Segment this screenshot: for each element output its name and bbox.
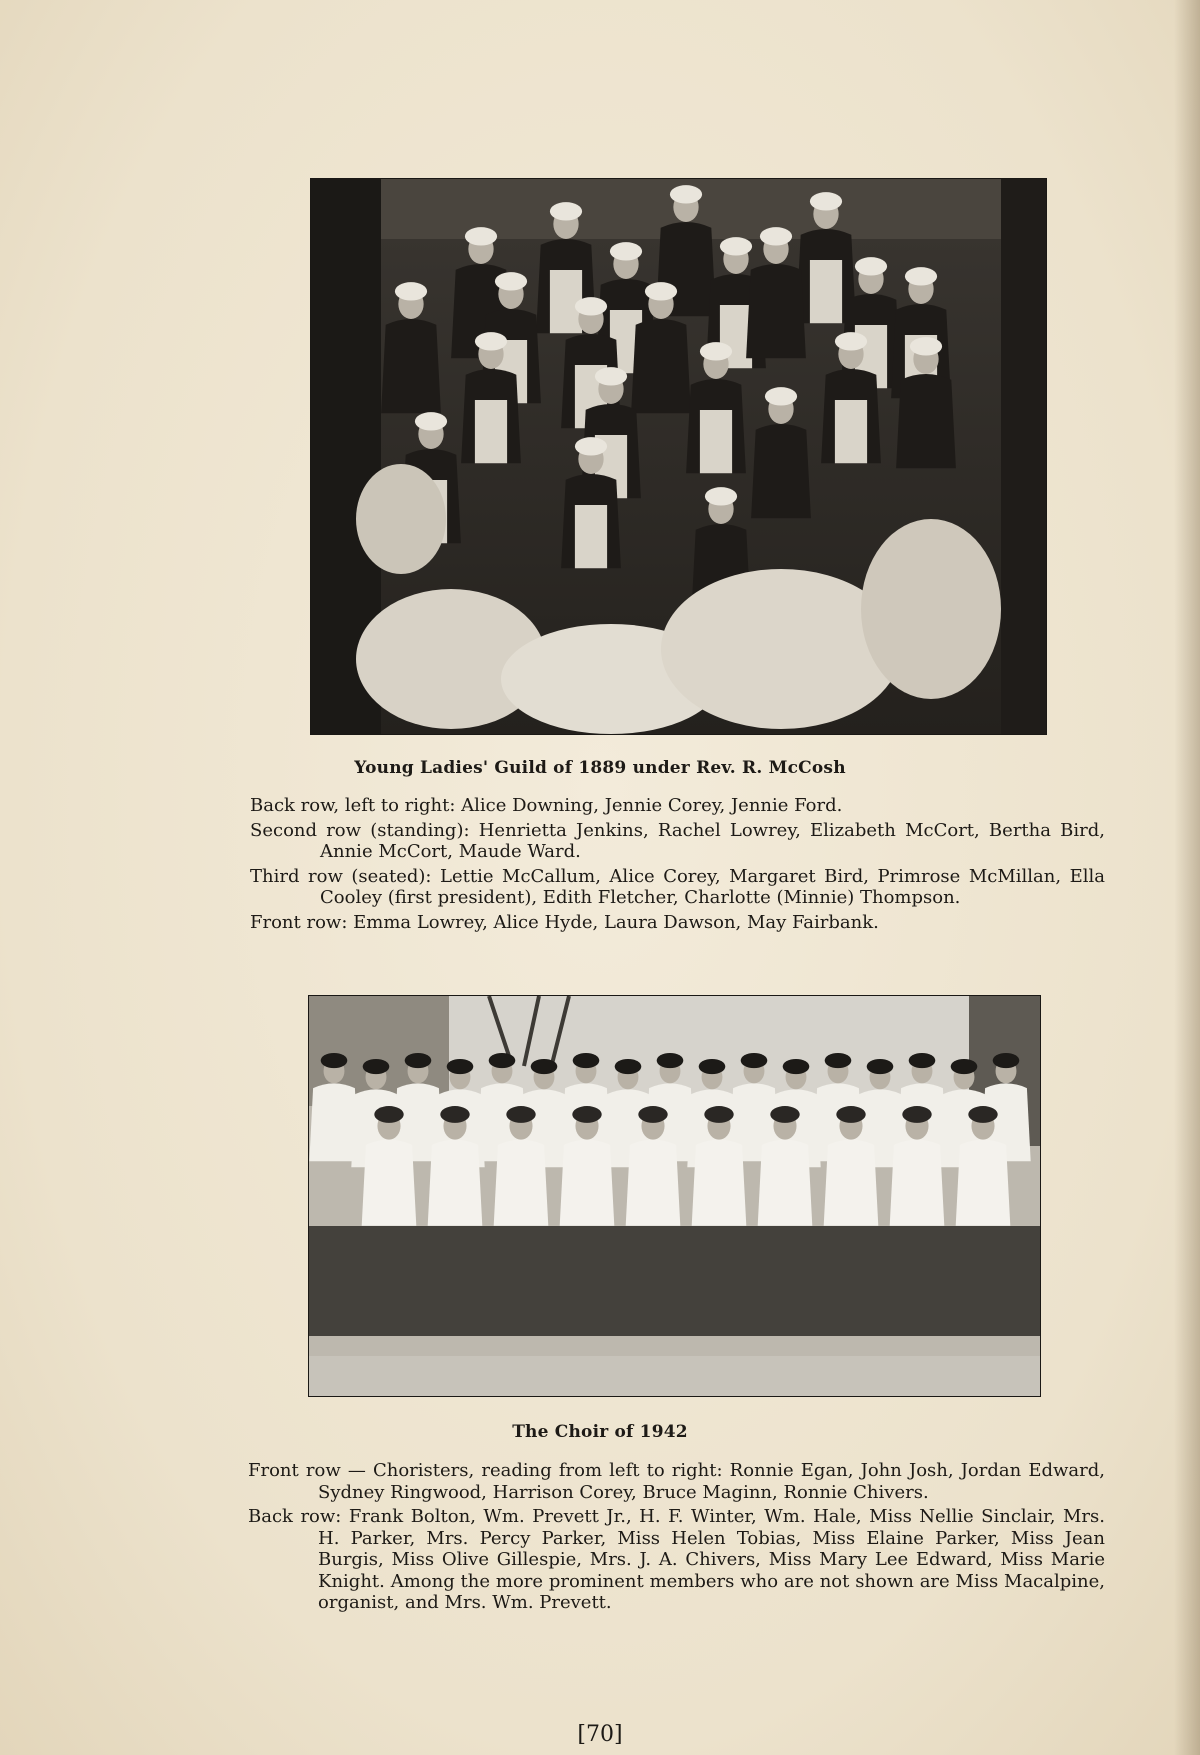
guild-front-row: Front row: Emma Lowrey, Alice Hyde, Laura Dawson, May Fairbank. (250, 911, 879, 933)
page-number: [70] (577, 1722, 623, 1747)
guild-names (250, 795, 1105, 936)
guild-third-row: Third row (seated): Lettie McCallum, Alice Corey, Margaret Bird, Primrose McMillan, Ella Cooley (first president), Edith Fletcher, Charlotte (Minnie) Thompson. (250, 865, 1105, 908)
guild-back-row: Back row, left to right: Alice Downing, Jennie Corey, Jennie Ford. (250, 795, 843, 816)
choir-back-row: Back row: Frank Bolton, Wm. Prevett Jr., H. F. Winter, Wm. Hale, Miss Nellie Sinclair, Mrs. H. Parker, Mrs. Percy Parker, Miss Helen Tobias, Miss Elaine Parker, Miss Jean Burgis, Miss Olive Gillespie, Mrs. J. A. Chivers, Miss Mary Lee Edward, Miss Marie Knight. Among the more prominent members who are not shown are Miss Macalpine, organist, and Mrs. Wm. Prevett. (248, 1506, 1105, 1613)
choir-caption: The Choir of 1942 (512, 1422, 688, 1442)
guild-second-row: Second row (standing): Henrietta Jenkins, Rachel Lowrey, Elizabeth McCort, Bertha Bird, Annie McCort, Maude Ward. (250, 819, 1105, 862)
choir-front-row: Front row — Choristers, reading from left to right: Ronnie Egan, John Josh, Jordan Edward, Sydney Ringwood, Harrison Corey, Bruce Maginn, Ronnie Chivers. (248, 1460, 1105, 1503)
guild-caption: Young Ladies' Guild of 1889 under Rev. R. McCosh (354, 758, 846, 778)
choir-names (248, 1460, 1105, 1617)
choir-photo (308, 995, 1041, 1397)
page-spine-shadow (1174, 0, 1200, 1755)
guild-photo (310, 178, 1047, 735)
